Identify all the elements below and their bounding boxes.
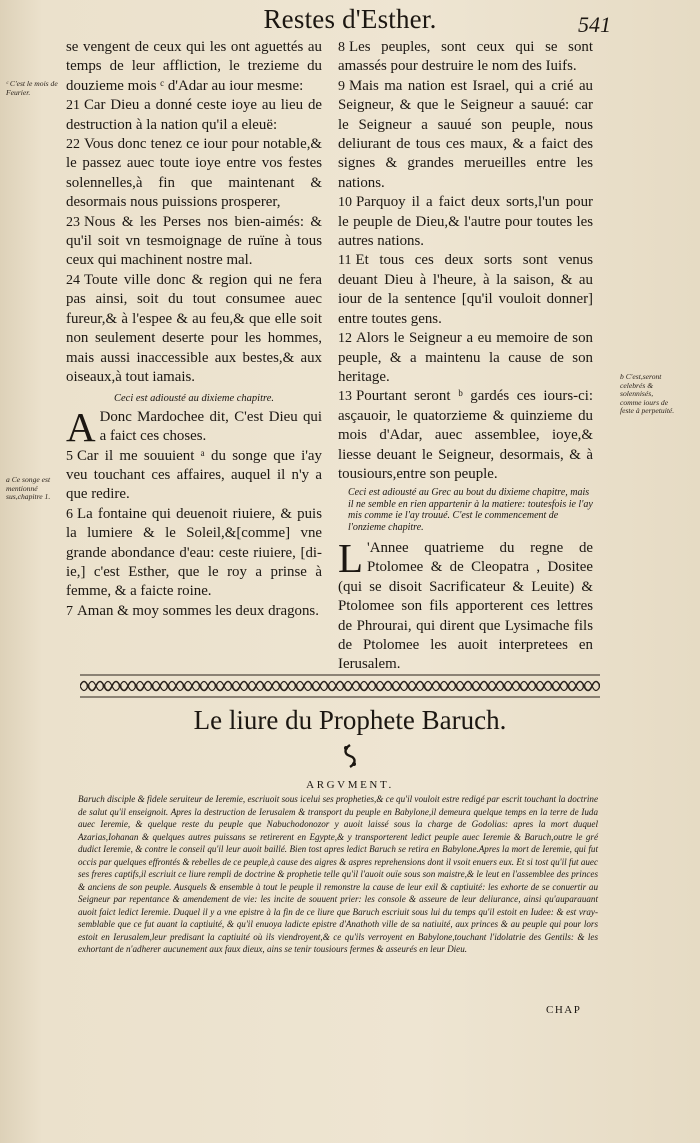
verse-text: Parquoy il a faict deux sorts,l'un pour le peuple de Dieu,& l'autre pour toutes les autres nations. [338,194,593,250]
verse-text: Pourtant seront ᵇ gardés ces iours-ci: asçauoir, le quatorzieme & quinzieme du mois d'Adar, auec assemblee, ioye,& liesse deuant le Seigneur, desormais, & à tousiours,entre son peuple. [338,388,593,482]
fleuron-icon [340,743,360,769]
verse-number: 23 [66,214,80,230]
verse-12 [338,329,593,387]
catchword: CHAP [546,1004,582,1016]
verse-text: Et tous ces deux sorts sont venus deuant Dieu à l'heure, à la saison, & au iour de la sentence [qu'il vouloit donner] entre toutes gens. [338,252,593,327]
margin-note-c: ᶜ C'est le mois de Feurier. [6,79,58,97]
verse-6 [66,505,322,602]
margin-note-a: a Ce songe est mentionné sus,chapitre 1. [6,475,51,502]
drop-cap: A [66,403,96,450]
verse-8 [338,38,593,77]
verse-22 [66,135,322,213]
verse-text: Car il me souuient ᵃ du songe que i'ay veu touchant ces affaires, auquel il n'y a que redire. [66,447,322,503]
verse-number: 8 [338,40,345,55]
verse-number: 9 [338,78,345,94]
verse-7 [66,602,322,621]
verse-text: Aman & moy sommes les deux dragons. [77,602,319,619]
left-column [66,38,322,621]
verse-10 [338,193,593,251]
verse-24 [66,271,322,387]
verse-text: Donc Mardochee dit, C'est Dieu qui a faict ces choses. [99,408,322,445]
verse-number: 21 [66,98,80,114]
verse-text: Vous donc tenez ce iour pour notable,& le passez auec toute ioye entre vos festes solennelles,à fin que maintenant & desormais nous puissions prosperer, [66,136,322,211]
verse-number: 24 [66,272,80,288]
drop-cap: L [338,534,364,581]
verse-number: 22 [66,137,80,153]
verse-5 [66,447,322,505]
verse-21 [66,96,322,135]
chapter-rubric: Ceci est adiousté au dixieme chapitre. [114,393,274,405]
ornamental-border [80,674,600,698]
verse-11 [338,251,593,329]
verse-4 [66,403,322,450]
verse-number: 13 [338,389,352,405]
verse-number: 12 [338,331,352,347]
verse-number: 11 [338,253,352,269]
verse-text: Toute ville donc & region qui ne fera pas ainsi, soit du tout consumee auec fureur,& à l'espee & au feu,& que elle soit non seulement deserte pour les hommes, mais aussi inaccessible aux bestes,& aux oiseaux,à tout iamais. [66,271,322,385]
verse-9 [338,77,593,193]
verse-13 [338,387,593,484]
page-number: 541 [578,12,611,37]
right-column [338,38,593,675]
verse-text: Car Dieu a donné ceste ioye au lieu de destruction à la nation qu'il a eleuë: [66,97,322,133]
verse-text: 'Annee quatrieme du regne de Ptolomee & de Cleopatra , Dositee (qui se disoit Sacrificateur & Leuite) & Ptolomee son fils apporterent ces lettres de Phrourai, qui dirent que Lysimache fils de Ptolomee les auoit interpretees en Ierusalem. [338,539,593,673]
verse-text: Alors le Seigneur a eu memoire de son peuple, & a maintenu la cause de son heritage. [338,330,593,385]
verse-text: Nous & les Perses nos bien-aimés: & qu'il soit vn tesmoignage de ruïne à tous ceux qui machinent nostre mal. [66,213,322,269]
argument-heading: ARGVMENT. [306,779,394,791]
verse-text: Mais ma nation est Israel, qui a crié au Seigneur, & que le Seigneur a sauué: car le Seigneur a sauué son peuple, nous deliurant de tous ces maux, & a faict des signes & grandes merueilles entre les nations. [338,77,593,191]
argument-text: Baruch disciple & fidele seruiteur de Ieremie, escriuoit sous icelui ses propheties,& ce qu'il vouloit estre redigé par escrit touchant la doctrine de salut qu'il enseignoit. Apres la destruction de Ierusalem & transport du peuple en Babylone,il demeura quelque temps en la terre de Iuda auec Ieremie, & quelque reste du peuple que Nabuchodonozor y auoit laissé sous la charge de Godolias: apres la mort duquel Azarias,Iohanan & quelques autres puissans se retirerent en Egypte,& y transporterent ledict peuple auec Ieremie & Baruch,outre le gré dudict Ieremie, & contre le conseil qu'il leur auoit baillé. Bien tost apres ledict Baruch se retira en Babylone.Apres la mort de Ieremie, qui fut occis par quelques effrontés & rebelles de ce peuple,à cause des aigres & aspres reprehensions dont il vsoit enuers eux. Et si tost qu'il fut auec ses freres captifs,il escriuit ce liure rempli de doctrine & prophetie telle qu'il l'auoit ouïe sous son maistre,& le leut en l'assemblee des princes & anciens de son peuple. Ausquels & ensemble à tout le peuple il remonstre la cause de leur exil & captiuité: les exhorte de se conuertir au Seigneur par repentance & amendement de vie: les incite de souuent prier: les console & asseure de leur deliurance, ainsi qu'auparauant auoit faict ledict Ieremie. Duquel il y a vne epistre à la fin de ce liure que Baruch escriuit sous lui du temps qu'il estoit en Iudee: & est vray-semblable que ce fut auant la captiuité, & qu'il enuoya ladicte epistre d'Anathoth ville de sa natiuité, aux princes & au peuple qui pour lors estoit en Ierusalem,leur predisant la captiuité où ils viendroyent,& ce qu'ils verroyent en Babylone,touchant l'idolatrie des Gentils: & les exhortant de n'adherer aucunement aux faux dieux, ains se tenir tousiours fermes & asseurés en leur Dieu. [78,794,598,954]
verse-20-continuation: se vengent de ceux qui les ont aguettés au temps de leur affliction, le trezieme du douzieme mois ᶜ d'Adar au iour mesme: [66,39,322,94]
running-title: Restes d'Esther. [263,4,437,34]
verse-text: La fontaine qui deuenoit riuiere, & puis la lumiere & le Soleil,&[comme] vne grande abondance d'eau: ceste riuiere, [di-ie,] c'est Esther, que le roy a prinse à femme, & a faicte roine. [66,505,322,600]
chapter-11-verse-1 [338,534,593,675]
verse-text: Les peuples, sont ceux qui se sont amassés pour destruire le nom des Iuifs. [338,39,593,75]
book-title: Le liure du Prophete Baruch. [193,705,507,735]
margin-note-b: b C'est,seront celebrés & solennisés, comme iours de feste à perpetuité. [620,372,675,416]
chapter-rubric: Ceci est adiousté au Grec au bout du dixieme chapitre, mais il ne semble en rien appartenir à la matiere: toutesfois ie l'ay mis comme ie l'ay trouué. C'est le commencement de l'onzieme chapitre. [348,487,593,533]
verse-number: 6 [66,506,73,522]
verse-23 [66,213,322,271]
verse-number: 10 [338,195,352,211]
verse-number: 7 [66,603,73,619]
verse-number: 5 [66,448,73,464]
